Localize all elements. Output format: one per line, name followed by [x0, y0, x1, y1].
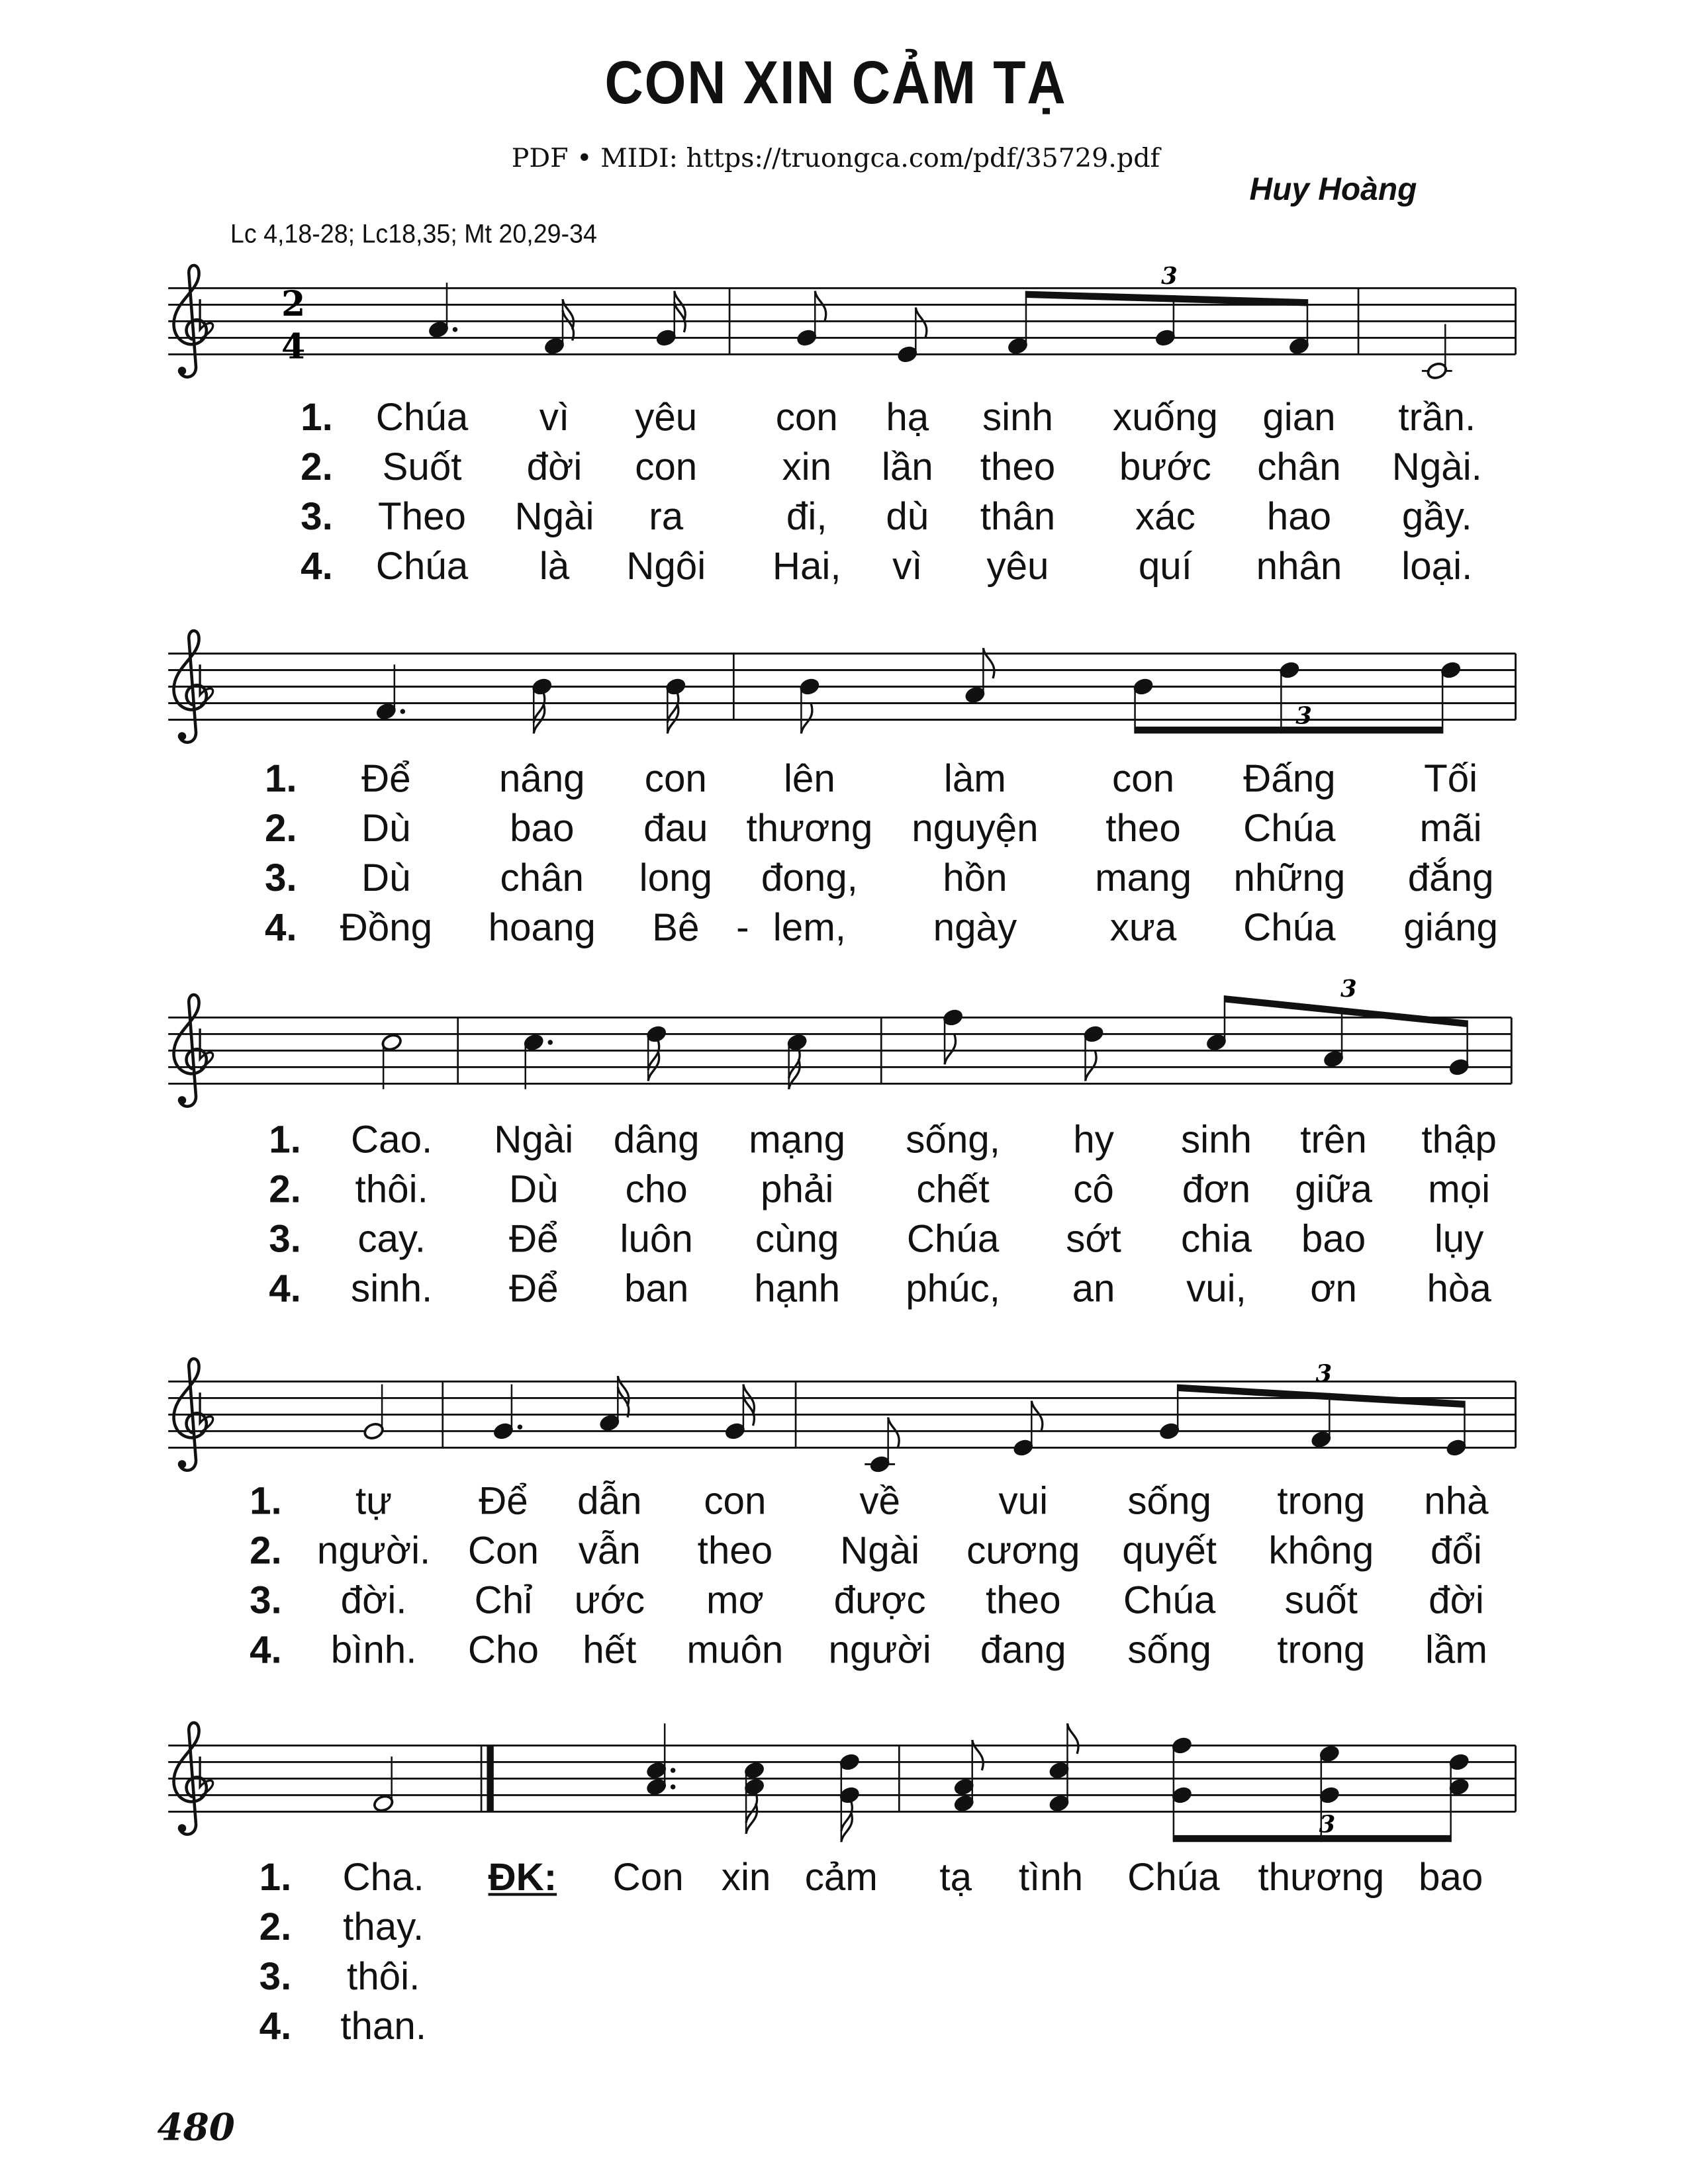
- lyric-syllable: làm: [943, 756, 1006, 800]
- lyric-syllable: cay.: [357, 1217, 426, 1261]
- dot: [453, 327, 457, 332]
- lyric-syllable: chân: [500, 856, 584, 899]
- verse-number: 2.: [269, 1167, 301, 1211]
- treble-clef-dot: [178, 1460, 186, 1468]
- verse-number: 1.: [301, 395, 333, 439]
- lyric-syllable: Theo: [378, 494, 466, 538]
- lyric-syllable: nhân: [1256, 544, 1342, 588]
- treble-clef-dot: [178, 1824, 186, 1832]
- lyric-syllable: thôi.: [355, 1167, 428, 1211]
- lyric-syllable: trong: [1277, 1479, 1366, 1522]
- refrain-syllable: thương: [1258, 1856, 1385, 1899]
- lyric-syllable: quyết: [1122, 1529, 1217, 1572]
- lyric-syllable: lụy: [1434, 1217, 1484, 1261]
- refrain-syllable: tạ: [939, 1856, 972, 1899]
- lyric-syllable: đời.: [340, 1578, 407, 1621]
- flag: [915, 308, 927, 338]
- lyric-syllable: đang: [980, 1628, 1066, 1671]
- refrain-syllable: xin: [721, 1856, 771, 1899]
- page-number: 480: [157, 2107, 235, 2150]
- beam: [1174, 1835, 1451, 1842]
- time-signature-top: 2: [281, 284, 306, 325]
- lyric-syllable: xác: [1135, 494, 1196, 538]
- flag: [972, 1740, 984, 1770]
- lyric-syllable: đắng: [1407, 856, 1494, 899]
- lyric-syllable: trần.: [1398, 395, 1476, 439]
- verse-number: 2.: [301, 445, 333, 488]
- lyric-syllable: thay.: [343, 1905, 424, 1948]
- composer: Huy Hoàng: [1249, 171, 1417, 207]
- lyric-syllable: Để: [508, 1217, 559, 1261]
- lyric-syllable: vì: [892, 544, 923, 588]
- lyric-syllable: Tối: [1424, 756, 1478, 800]
- dot: [671, 1768, 675, 1772]
- lyric-syllable: xuống: [1112, 395, 1218, 439]
- lyric-syllable: được: [833, 1578, 926, 1621]
- lyric-syllable: vì: [539, 395, 570, 439]
- lyric-syllable: theo: [986, 1578, 1061, 1621]
- lyric-syllable: dù: [886, 494, 929, 538]
- lyric-syllable: trên: [1300, 1118, 1367, 1161]
- lyric-syllable: sinh: [1180, 1118, 1252, 1161]
- lyric-syllable: ơn: [1310, 1267, 1357, 1310]
- lyric-syllable: Con: [467, 1529, 539, 1572]
- flag: [1031, 1401, 1043, 1432]
- thick-barline: [487, 1745, 493, 1811]
- lyric-syllable: Chúa: [1243, 806, 1336, 850]
- lyric-syllable: dẫn: [577, 1479, 642, 1522]
- lyric-syllable: Dù: [361, 806, 411, 850]
- lyric-syllable: yêu: [635, 395, 698, 439]
- lyric-syllable: hy: [1073, 1118, 1114, 1161]
- verse-number: 4.: [259, 2005, 292, 2048]
- lyric-syllable: đau: [643, 806, 708, 850]
- lyric-syllable: xin: [782, 445, 832, 488]
- lyric-syllable: đời: [1429, 1578, 1484, 1621]
- lyric-syllable: sớt: [1066, 1217, 1121, 1261]
- tuplet-label: 3: [1319, 1811, 1336, 1839]
- lyric-syllable: bao: [510, 806, 575, 850]
- lyric-syllable: thập: [1421, 1118, 1497, 1161]
- dot: [671, 1784, 675, 1790]
- lyric-syllable: con: [1112, 756, 1175, 800]
- verse-number: 2.: [250, 1529, 282, 1572]
- refrain-syllable: Con: [612, 1856, 684, 1899]
- lyric-syllable: Ngài: [514, 494, 594, 538]
- verse-number: 4.: [301, 544, 333, 588]
- lyric-syllable: vui,: [1186, 1267, 1246, 1310]
- lyric-syllable: cùng: [755, 1217, 839, 1261]
- lyric-syllable: bước: [1119, 445, 1211, 488]
- source-link[interactable]: PDF • MIDI: https://truongca.com/pdf/35729.pdf: [511, 143, 1160, 174]
- lyric-syllable: cương: [966, 1529, 1080, 1572]
- lyric-syllable: người.: [316, 1529, 431, 1572]
- lyric-syllable: những: [1233, 856, 1346, 899]
- lyric-syllable: suốt: [1284, 1578, 1358, 1621]
- lyric-syllable: hồn: [943, 856, 1008, 899]
- lyric-syllable: Để: [508, 1267, 559, 1310]
- refrain-syllable: tình: [1018, 1856, 1084, 1899]
- treble-clef-dot: [178, 1096, 186, 1104]
- lyric-syllable: đơn: [1182, 1167, 1251, 1211]
- lyric-syllable: là: [539, 544, 570, 588]
- lyric-syllable: mọi: [1428, 1167, 1491, 1211]
- lyric-syllable: bình.: [330, 1628, 417, 1671]
- lyric-syllable: giáng: [1403, 905, 1499, 949]
- lyric-syllable: hạ: [886, 395, 929, 439]
- lyric-syllable: than.: [340, 2005, 427, 2048]
- lyric-syllable: yêu: [986, 544, 1049, 588]
- refrain-label: ĐK:: [488, 1856, 557, 1899]
- lyric-syllable: Chúa: [375, 544, 469, 588]
- lyric-syllable: đổi: [1430, 1529, 1482, 1572]
- treble-clef-dot: [178, 367, 186, 375]
- lyric-syllable: giữa: [1295, 1167, 1372, 1211]
- lyric-syllable: đong,: [761, 856, 858, 899]
- lyric-syllable: lên: [783, 756, 835, 800]
- lyric-syllable: Để: [361, 756, 411, 800]
- beam: [1178, 1385, 1464, 1408]
- lyric-syllable: Suốt: [382, 445, 462, 488]
- lyric-syllable: gầy.: [1401, 494, 1472, 538]
- lyric-syllable: chia: [1180, 1217, 1252, 1261]
- verse-number: 2.: [259, 1905, 292, 1948]
- verse-number: 3.: [269, 1217, 301, 1261]
- lyric-syllable: không: [1268, 1529, 1374, 1572]
- lyric-syllable: trong: [1277, 1628, 1366, 1671]
- time-signature-bottom: 4: [281, 326, 306, 367]
- flag: [945, 1034, 956, 1064]
- lyric-syllable: sống: [1127, 1628, 1211, 1671]
- dot: [547, 1040, 552, 1044]
- lyric-syllable: phúc,: [906, 1267, 1000, 1310]
- lyric-syllable: ra: [649, 494, 684, 538]
- lyric-syllable: con: [775, 395, 838, 439]
- scripture-reference: Lc 4,18-28; Lc18,35; Mt 20,29-34: [230, 220, 597, 250]
- lyric-syllable: sinh.: [351, 1267, 433, 1310]
- lyric-syllable: hết: [583, 1628, 637, 1671]
- lyric-syllable: Cao.: [351, 1118, 433, 1161]
- lyric-syllable: Hai,: [772, 544, 841, 588]
- lyric-syllable: người: [828, 1628, 931, 1671]
- lyric-syllable: mang: [1095, 856, 1192, 899]
- flag: [888, 1418, 900, 1448]
- lyric-syllable: Dù: [508, 1167, 559, 1211]
- lyric-syllable: con: [635, 445, 698, 488]
- verse-number: 1.: [259, 1856, 292, 1899]
- refrain-syllable: bao: [1418, 1856, 1483, 1899]
- verse-number: 4.: [264, 905, 297, 949]
- lyric-syllable: ban: [624, 1267, 689, 1310]
- lyric-syllable: sống,: [906, 1118, 1000, 1161]
- lyric-syllable: Để: [479, 1479, 528, 1522]
- verse-number: 2.: [264, 806, 297, 850]
- flag: [1086, 1050, 1097, 1081]
- lyric-syllable: mạng: [749, 1118, 846, 1161]
- lyric-syllable: hao: [1266, 494, 1332, 538]
- tuplet-label: 3: [1315, 1360, 1333, 1388]
- lyric-syllable: Chúa: [375, 395, 469, 439]
- lyric-syllable: Ngài: [494, 1118, 574, 1161]
- verse-number: 3.: [250, 1578, 282, 1621]
- lyric-syllable: cho: [625, 1167, 688, 1211]
- lyric-syllable: thân: [980, 494, 1056, 538]
- lyric-syllable: sinh: [982, 395, 1053, 439]
- lyric-syllable: hoang: [488, 905, 596, 949]
- lyric-syllable: thương: [746, 806, 873, 850]
- lyric-syllable: con: [644, 756, 707, 800]
- lyric-syllable: con: [704, 1479, 767, 1522]
- lyric-syllable: Bê: [652, 905, 700, 949]
- treble-clef-dot: [178, 732, 186, 740]
- lyric-syllable: lần: [881, 445, 933, 488]
- lyric-syllable: Chúa: [1243, 905, 1336, 949]
- lyric-syllable: loại.: [1401, 544, 1473, 588]
- lyric-syllable: bao: [1301, 1217, 1366, 1261]
- lyric-syllable: muôn: [686, 1628, 784, 1671]
- verse-number: 3.: [301, 494, 333, 538]
- lyric-syllable: Ngài.: [1391, 445, 1482, 488]
- lyric-syllable: nhà: [1424, 1479, 1489, 1522]
- verse-number: 1.: [264, 756, 297, 800]
- verse-number: 4.: [250, 1628, 282, 1671]
- beam: [1135, 727, 1443, 733]
- lyric-syllable: Chúa: [1123, 1578, 1216, 1621]
- refrain-syllable: cảm: [804, 1856, 878, 1899]
- flag: [1067, 1723, 1078, 1754]
- verse-number: 1.: [269, 1118, 301, 1161]
- lyric-syllable: hạnh: [754, 1267, 841, 1310]
- lyric-syllable: tự: [355, 1479, 393, 1522]
- verse-number: 3.: [264, 856, 297, 899]
- lyric-syllable: theo: [1105, 806, 1181, 850]
- flag: [815, 291, 826, 322]
- lyric-syllable: Cho: [467, 1628, 539, 1671]
- verse-number: 1.: [250, 1479, 282, 1522]
- lyric-syllable: mơ: [706, 1578, 764, 1621]
- flag: [801, 703, 812, 733]
- lyric-syllable: Đồng: [340, 905, 433, 949]
- lyric-syllable: vẫn: [578, 1529, 641, 1572]
- lyric-syllable: Cha.: [342, 1856, 424, 1899]
- lyric-syllable: an: [1072, 1267, 1115, 1310]
- lyric-syllable: dâng: [613, 1118, 700, 1161]
- refrain-syllable: Chúa: [1127, 1856, 1220, 1899]
- lyric-syllable: đi,: [786, 494, 827, 538]
- dot: [518, 1424, 522, 1429]
- lyric-syllable: Đấng: [1243, 756, 1336, 800]
- tuplet-label: 3: [1295, 702, 1312, 730]
- lyric-syllable: nguyện: [912, 806, 1039, 850]
- verse-number: 4.: [269, 1267, 301, 1310]
- lyric-syllable: mãi: [1419, 806, 1482, 850]
- verse-number: 3.: [259, 1955, 292, 1998]
- lyric-syllable: sống: [1127, 1479, 1211, 1522]
- lyric-syllable: cô: [1073, 1167, 1114, 1211]
- lyric-syllable: thôi.: [347, 1955, 420, 1998]
- lyric-syllable: chân: [1257, 445, 1341, 488]
- lyric-syllable: ước: [574, 1578, 645, 1621]
- lyric-syllable: -: [736, 905, 749, 949]
- lyric-syllable: theo: [980, 445, 1056, 488]
- lyric-syllable: theo: [697, 1529, 773, 1572]
- lyric-syllable: Chúa: [906, 1217, 1000, 1261]
- lyric-syllable: long: [639, 856, 712, 899]
- lyric-syllable: quí: [1138, 544, 1192, 588]
- lyric-syllable: ngày: [933, 905, 1017, 949]
- lyric-syllable: đời: [526, 445, 583, 488]
- lyric-syllable: gian: [1262, 395, 1336, 439]
- lyric-syllable: xưa: [1109, 905, 1177, 949]
- lyric-syllable: luôn: [620, 1217, 693, 1261]
- tuplet-label: 3: [1340, 976, 1357, 1003]
- lyric-syllable: về: [859, 1479, 900, 1522]
- lyric-syllable: vui: [998, 1479, 1049, 1522]
- lyric-syllable: hòa: [1427, 1267, 1491, 1310]
- lyric-syllable: nâng: [498, 756, 585, 800]
- dot: [400, 709, 405, 713]
- lyric-syllable: phải: [761, 1167, 834, 1211]
- lyric-syllable: Ngài: [840, 1529, 920, 1572]
- tuplet-label: 3: [1161, 263, 1178, 291]
- lyric-syllable: lầm: [1425, 1628, 1487, 1671]
- lyric-syllable: Dù: [361, 856, 411, 899]
- song-title: CON XIN CẢM TẠ: [604, 49, 1067, 118]
- lyric-syllable: lem,: [773, 905, 847, 949]
- lyric-syllable: chết: [916, 1167, 990, 1211]
- lyric-syllable: Ngôi: [626, 544, 706, 588]
- lyric-syllable: Chỉ: [474, 1578, 533, 1621]
